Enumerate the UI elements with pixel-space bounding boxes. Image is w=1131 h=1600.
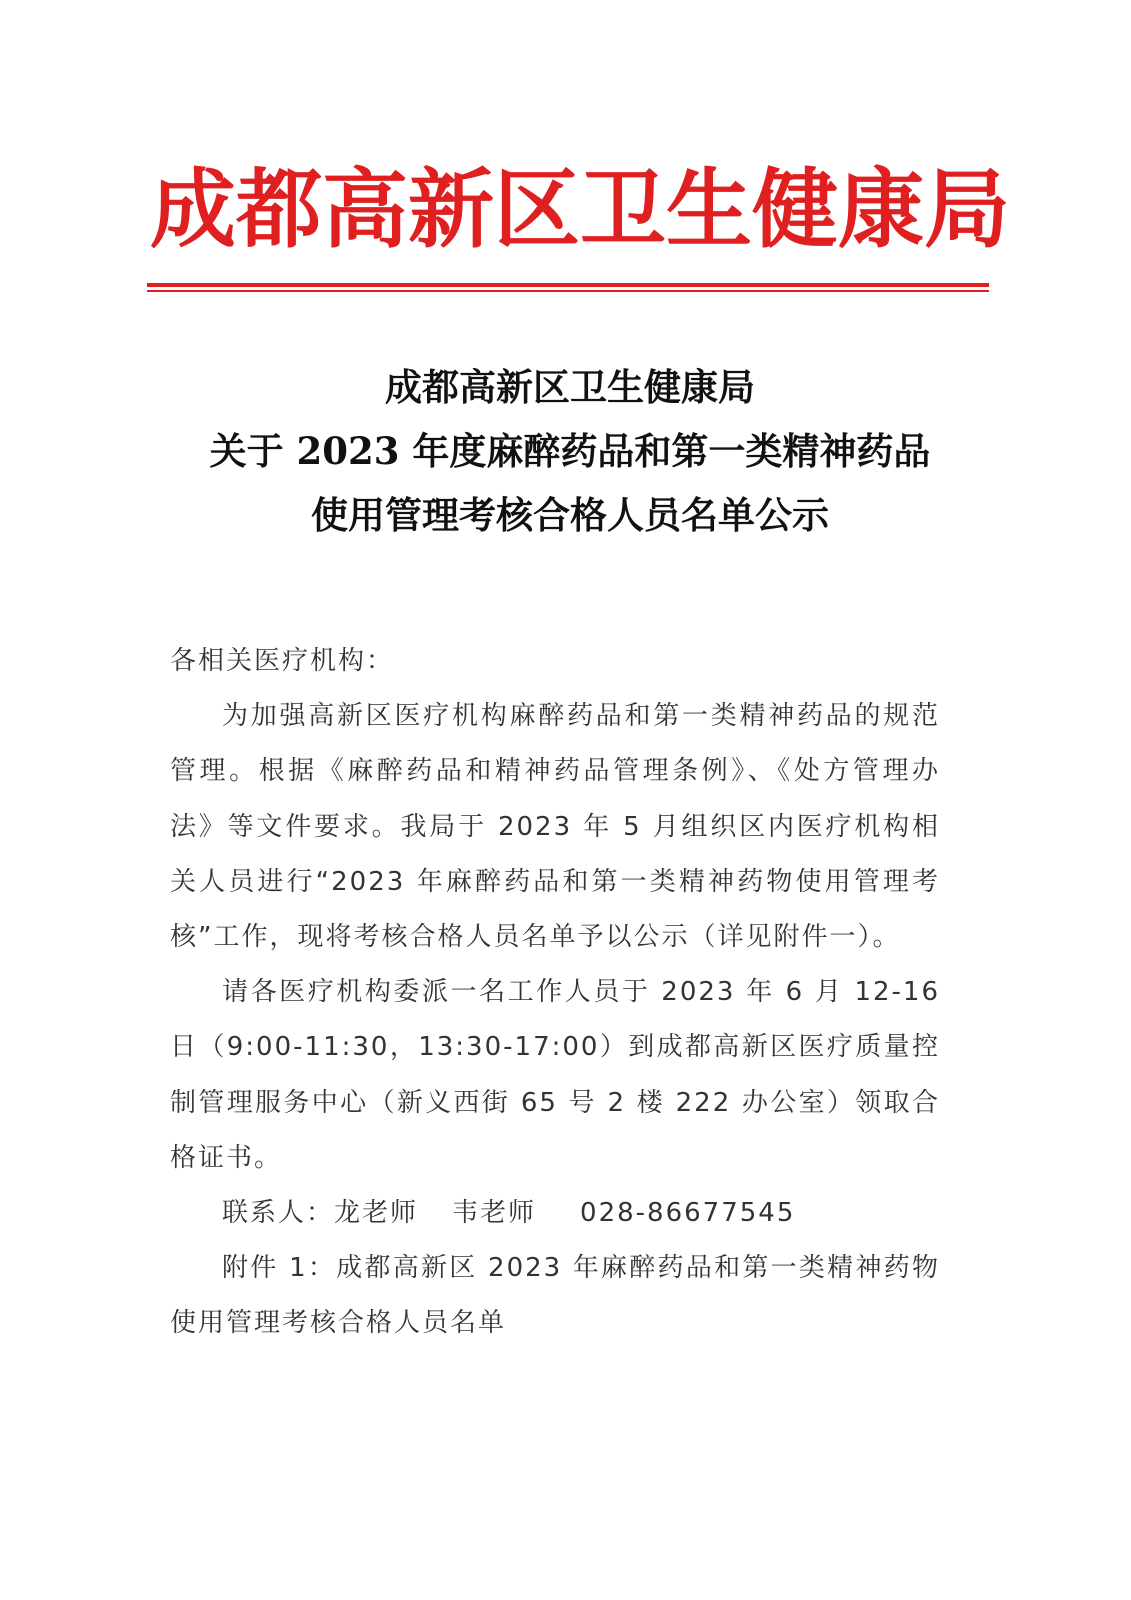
masthead-rule-thick [147,283,989,287]
contact-line [170,1186,940,1241]
salutation: 各相关医疗机构： [170,646,395,676]
contact-phone: 028-86677545 [580,1198,796,1229]
title-line-1: 成都高新区卫生健康局 [385,365,755,409]
title-line-2: 关于 2023 年度麻醉药品和第一类精神药品 [209,429,931,473]
paragraph-certificate-pickup: 请各医疗机构委派一名工作人员于 2023 年 6 月 12-16 日（9:00-11:30，13:30-17:00）到成都高新区医疗质量控制管理服务中心（新义西街 65 号 2 楼 222 办公室）领取合格证书。 [170,977,940,1173]
document-body [170,634,940,1352]
document-title [120,355,1020,547]
contact-person-2: 韦老师 [452,1198,537,1229]
title-line-3: 使用管理考核合格人员名单公示 [311,493,829,537]
contact-person-1: 龙老师 [334,1198,419,1229]
masthead-rule-thin [147,290,989,292]
paragraph-notice: 为加强高新区医疗机构麻醉药品和第一类精神药品的规范管理。根据《麻醉药品和精神药品管理条例》、《处方管理办法》等文件要求。我局于 2023 年 5 月组织区内医疗机构相关人员进行“2023 年麻醉药品和第一类精神药物使用管理考核”工作，现将考核合格人员名单予以公示（详见附件一）。 [170,701,940,953]
contact-label: 联系人： [222,1198,335,1229]
masthead-org-name: 成都高新区卫生健康局 [150,159,1010,260]
attachment-note: 附件 1：成都高新区 2023 年麻醉药品和第一类精神药物使用管理考核合格人员名单 [170,1253,940,1339]
